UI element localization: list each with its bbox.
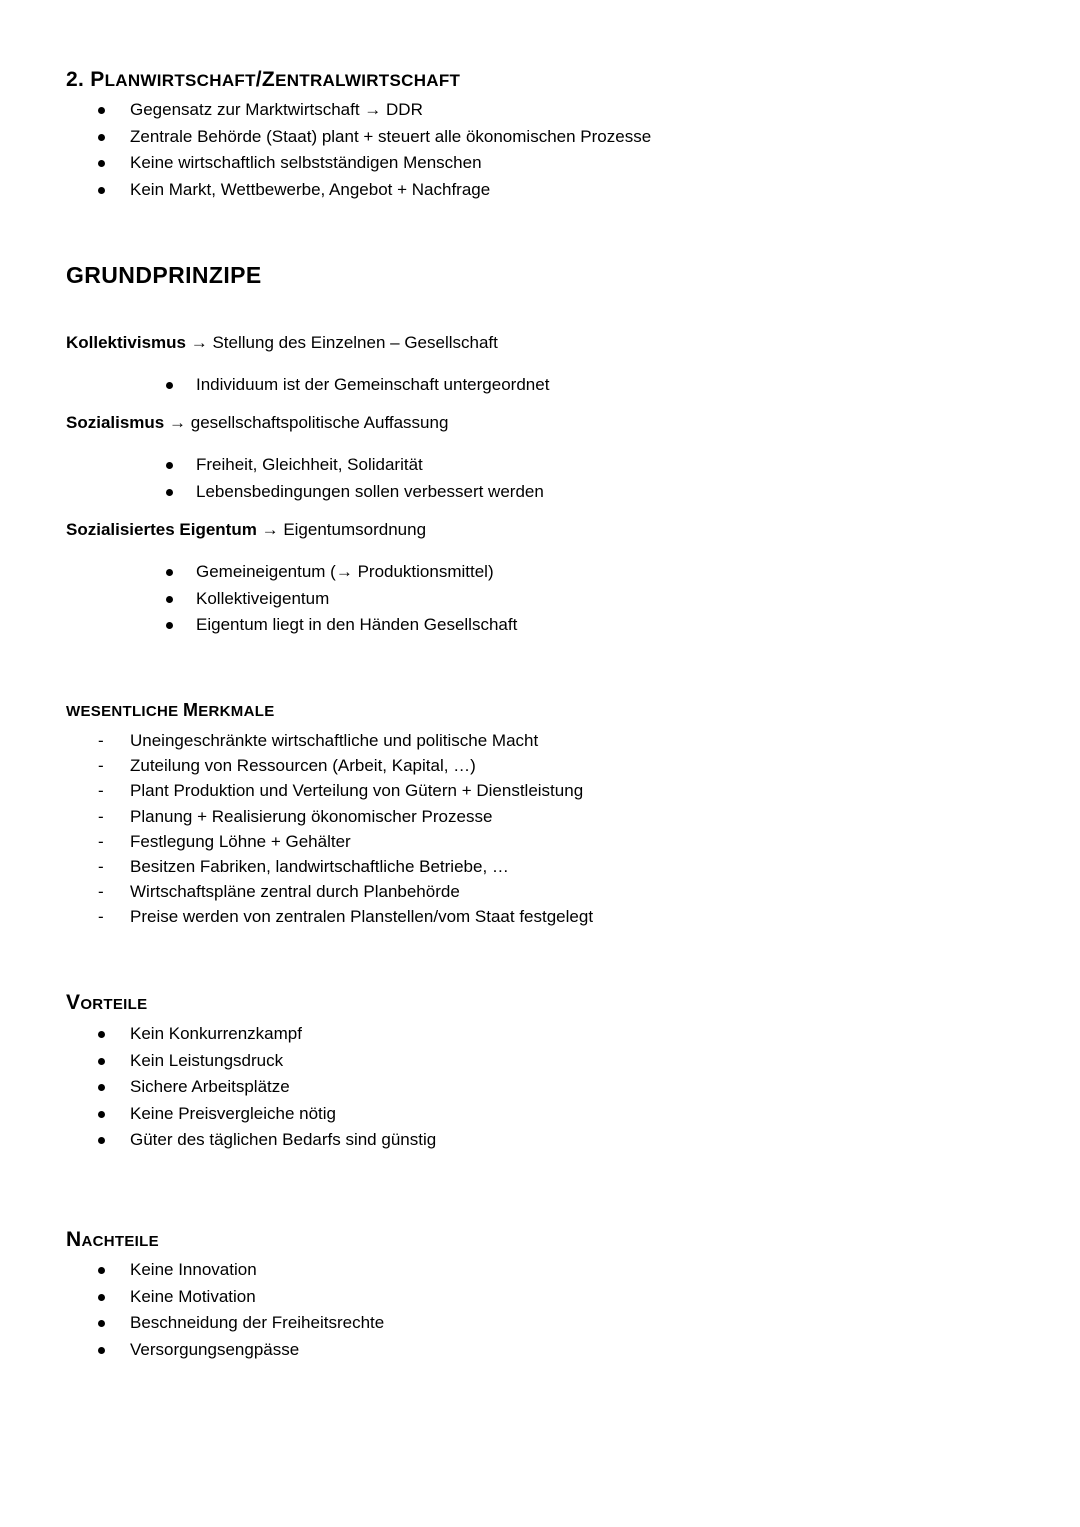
section-title-planwirtschaft: [66, 68, 460, 92]
title-part: N: [66, 1228, 82, 1251]
principle-term: Kollektivismus: [66, 333, 186, 352]
bullet-icon: [98, 1084, 105, 1091]
title-part: P: [90, 68, 105, 91]
title-part: V: [66, 991, 81, 1014]
arrow-icon: →: [169, 413, 186, 432]
bullet-icon: [166, 596, 173, 603]
title-part: ERKMALE: [198, 703, 275, 720]
bullet-icon: [166, 382, 173, 389]
section-title-merkmale: [66, 700, 275, 721]
bullet-icon: [98, 1294, 105, 1301]
dash-icon: -: [98, 831, 104, 851]
principle-kollektivismus: [66, 333, 498, 353]
principle-desc: gesellschaftspolitische Auffassung: [190, 413, 449, 432]
bullet-icon: [98, 160, 105, 167]
bullet-icon: [98, 187, 105, 194]
bullet-icon: [166, 569, 173, 576]
bullet-icon: [98, 107, 105, 114]
bullet-icon: [98, 134, 105, 141]
principle-desc: Eigentumsordnung: [283, 520, 427, 539]
title-part: M: [182, 700, 199, 720]
principle-sozialismus: [66, 413, 448, 433]
section-title-vorteile: [66, 991, 147, 1015]
bullet-icon: [98, 1137, 105, 1144]
principle-eigentum: [66, 520, 426, 540]
bullet-icon: [98, 1058, 105, 1065]
section-title-grundprinzipe: GRUNDPRINZIPE: [66, 262, 262, 288]
principle-term: Sozialisiertes Eigentum: [66, 520, 257, 539]
bullet-icon: [166, 622, 173, 629]
bullet-icon: [166, 462, 173, 469]
arrow-icon: →: [261, 520, 279, 539]
bullet-icon: [98, 1111, 105, 1118]
title-part: ORTEILE: [80, 996, 148, 1013]
bullet-icon: [166, 489, 173, 496]
dash-icon: -: [98, 731, 104, 750]
principle-term: Sozialismus: [66, 413, 165, 432]
bullet-icon: [98, 1320, 105, 1327]
dash-icon: -: [98, 781, 104, 801]
title-part: WESENTLICHE: [66, 703, 183, 720]
dash-icon: -: [98, 756, 104, 776]
dash-icon: -: [98, 856, 104, 876]
bullet-icon: [98, 1267, 105, 1274]
dash-icon: -: [98, 907, 104, 927]
dash-icon: -: [98, 882, 104, 902]
principle-desc: Stellung des Einzelnen – Gesellschaft: [212, 333, 498, 352]
arrow-icon: →: [190, 333, 208, 352]
title-part: ACHTEILE: [81, 1233, 159, 1250]
title-part: LANWIRTSCHAFT: [104, 71, 256, 90]
title-part: /Z: [255, 68, 276, 91]
title-part: ENTRALWIRTSCHAFT: [275, 71, 461, 90]
dash-icon: -: [98, 806, 104, 826]
bullet-icon: [98, 1031, 105, 1038]
section-number: 2.: [66, 68, 85, 91]
section-title-nachteile: [66, 1228, 159, 1252]
bullet-icon: [98, 1347, 105, 1354]
